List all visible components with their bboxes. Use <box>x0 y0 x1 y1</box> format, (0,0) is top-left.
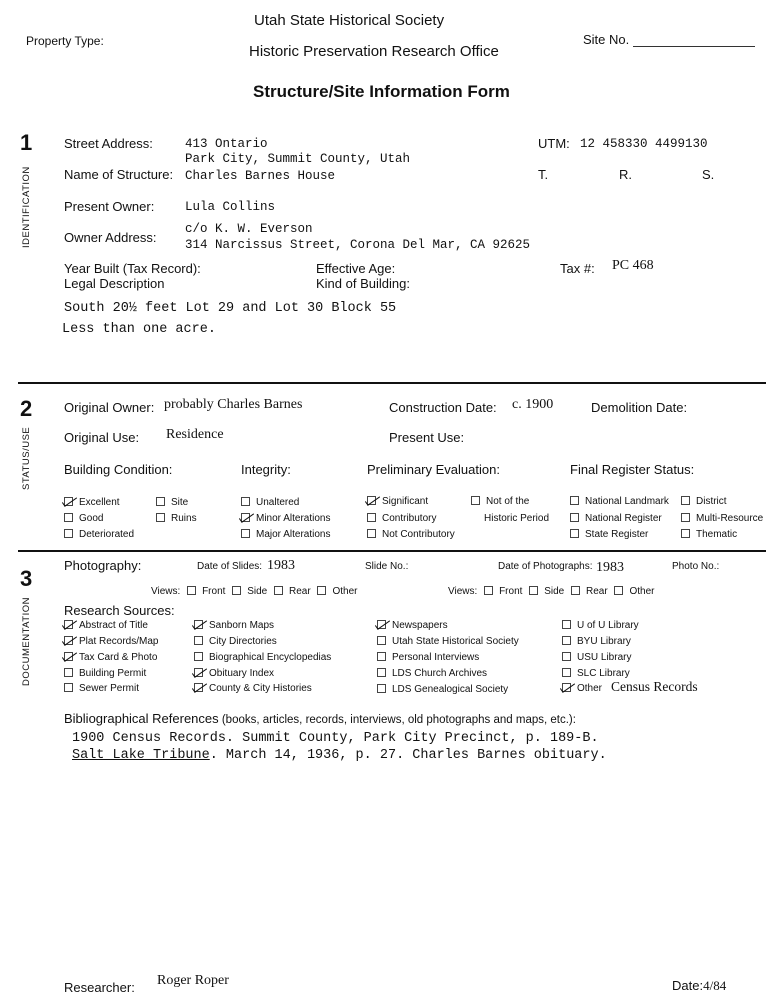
checkbox-checked-icon <box>194 683 203 692</box>
cb-slc-library[interactable]: SLC Library <box>562 668 630 679</box>
cb-excellent[interactable]: Excellent <box>64 497 120 508</box>
section-1-number: 1 <box>20 130 33 155</box>
final-register-status-label: Final Register Status: <box>570 462 695 477</box>
cb-personal-interviews[interactable]: Personal Interviews <box>377 652 479 663</box>
checkbox-checked-icon <box>64 620 73 629</box>
legal-description-label: Legal Description <box>64 276 165 291</box>
checkbox-checked-icon <box>194 668 203 677</box>
bibliography-line2: Salt Lake Tribune. March 14, 1936, p. 27. Charles Barnes obituary. <box>72 748 607 763</box>
utm-value: 12 458330 4499130 <box>580 137 708 151</box>
section-divider-2 <box>18 550 766 552</box>
street-address-line1: 413 Ontario <box>185 137 268 151</box>
date-of-photos-value: 1983 <box>596 560 624 575</box>
cb-utah-state-historical-society[interactable]: Utah State Historical Society <box>377 636 519 647</box>
construction-date-label: Construction Date: <box>389 400 497 415</box>
slide-views: Views: Front Side Rear Other <box>151 586 358 597</box>
cb-minor-alterations[interactable]: Minor Alterations <box>241 513 330 524</box>
cb-unaltered[interactable]: Unaltered <box>241 497 299 508</box>
original-use-value: Residence <box>166 427 224 442</box>
tax-number-label: Tax #: <box>560 261 595 276</box>
cb-tax-card[interactable]: Tax Card & Photo <box>64 652 157 663</box>
researcher-label: Researcher: <box>64 980 135 995</box>
effective-age-label: Effective Age: <box>316 261 396 276</box>
photo-view-front-checkbox[interactable] <box>484 586 493 595</box>
year-built-label: Year Built (Tax Record): <box>64 261 201 276</box>
cb-newspapers[interactable]: Newspapers <box>377 620 448 631</box>
street-address-label: Street Address: <box>64 136 153 151</box>
section-divider-1 <box>18 382 766 384</box>
cb-significant[interactable]: Significant <box>367 496 428 507</box>
slide-view-other-checkbox[interactable] <box>317 586 326 595</box>
other-source-value: Census Records <box>611 679 698 694</box>
cb-lds-genealogical-society[interactable]: LDS Genealogical Society <box>377 684 508 695</box>
researcher-value: Roger Roper <box>157 973 229 988</box>
present-use-label: Present Use: <box>389 430 465 445</box>
checkbox-checked-icon <box>64 652 73 661</box>
section-3-side-label: DOCUMENTATION <box>21 596 32 686</box>
original-use-label: Original Use: <box>64 430 140 445</box>
slide-view-rear-checkbox[interactable] <box>274 586 283 595</box>
checkbox-checked-icon <box>194 620 203 629</box>
section-label: S. <box>702 167 715 182</box>
photo-views: Views: Front Side Rear Other <box>448 586 655 597</box>
cb-building-permit[interactable]: Building Permit <box>64 668 146 679</box>
range-label: R. <box>619 167 632 182</box>
kind-of-building-label: Kind of Building: <box>316 276 410 291</box>
research-sources-label: Research Sources: <box>64 603 175 618</box>
cb-sanborn-maps[interactable]: Sanborn Maps <box>194 620 274 631</box>
date-of-slides-value: 1983 <box>267 558 295 573</box>
cb-city-directories[interactable]: City Directories <box>194 636 277 647</box>
cb-abstract-of-title[interactable]: Abstract of Title <box>64 620 148 631</box>
slide-view-front-checkbox[interactable] <box>187 586 196 595</box>
cb-biographical-encyclopedias[interactable]: Biographical Encyclopedias <box>194 652 331 663</box>
cb-deteriorated[interactable]: Deteriorated <box>64 529 134 540</box>
slide-no-label: Slide No.: <box>365 561 409 572</box>
bibliographical-references-label: Bibliographical References (books, articles, records, interviews, old photographs and maps, etc.): <box>64 711 576 726</box>
photo-view-side-checkbox[interactable] <box>529 586 538 595</box>
date-field: Date:4/84 <box>672 978 727 993</box>
photo-view-other-checkbox[interactable] <box>614 586 623 595</box>
date-of-photos-label: Date of Photographs: <box>498 561 593 572</box>
original-owner-label: Original Owner: <box>64 400 155 415</box>
section-2-side-label: STATUS/USE <box>21 426 32 490</box>
date-value: 4/84 <box>703 978 727 993</box>
construction-date-value: c. 1900 <box>512 397 554 412</box>
section-2-number: 2 <box>20 396 33 421</box>
photography-label: Photography: <box>64 558 142 573</box>
structure-name-value: Charles Barnes House <box>185 169 336 183</box>
photo-no-label: Photo No.: <box>672 561 720 572</box>
cb-major-alterations[interactable]: Major Alterations <box>241 529 330 540</box>
cb-thematic[interactable]: Thematic <box>681 529 737 540</box>
cb-contributory[interactable]: Contributory <box>367 513 436 524</box>
owner-address-label: Owner Address: <box>64 230 157 245</box>
slide-view-side-checkbox[interactable] <box>232 586 241 595</box>
cb-site[interactable]: Site <box>156 497 188 508</box>
cb-ruins[interactable]: Ruins <box>156 513 197 524</box>
cb-byu-library[interactable]: BYU Library <box>562 636 631 647</box>
site-no-label: Site No. <box>583 32 755 47</box>
cb-sewer-permit[interactable]: Sewer Permit <box>64 683 139 694</box>
section-1-side-label: IDENTIFICATION <box>21 166 32 248</box>
cb-not-historic[interactable]: Not of the <box>471 496 529 507</box>
date-of-slides-label: Date of Slides: <box>197 561 263 572</box>
section-3-number: 3 <box>20 566 33 591</box>
checkbox-checked-icon <box>367 496 376 505</box>
owner-address-line1: c/o K. W. Everson <box>185 222 313 236</box>
cb-state-register[interactable]: State Register <box>570 529 648 540</box>
cb-not-contributory[interactable]: Not Contributory <box>367 529 455 540</box>
site-no-line <box>633 46 755 47</box>
cb-u-of-u-library[interactable]: U of U Library <box>562 620 639 631</box>
utm-label: UTM: <box>538 136 570 151</box>
cb-national-landmark[interactable]: National Landmark <box>570 496 669 507</box>
tax-number-value: PC 468 <box>612 258 654 273</box>
owner-address-line2: 314 Narcissus Street, Corona Del Mar, CA 92625 <box>185 238 531 252</box>
cb-obituary-index[interactable]: Obituary Index <box>194 668 274 679</box>
original-owner-value: probably Charles Barnes <box>164 397 303 412</box>
preliminary-evaluation-label: Preliminary Evaluation: <box>367 462 500 477</box>
checkbox-checked-icon <box>64 497 73 506</box>
property-type-label: Property Type: <box>26 34 104 48</box>
legal-description-line1: South 20½ feet Lot 29 and Lot 30 Block 55 <box>64 301 397 316</box>
building-condition-label: Building Condition: <box>64 462 173 477</box>
bibliography-line1: 1900 Census Records. Summit County, Park City Precinct, p. 189-B. <box>72 731 599 746</box>
cb-district[interactable]: District <box>681 496 727 507</box>
checkbox-checked-icon <box>377 620 386 629</box>
not-historic-line2: Historic Period <box>484 513 550 524</box>
integrity-label: Integrity: <box>241 462 291 477</box>
org-name: Utah State Historical Society <box>254 12 445 29</box>
legal-description-line2: Less than one acre. <box>62 322 216 337</box>
cb-good[interactable]: Good <box>64 513 103 524</box>
cb-other-source[interactable]: Other <box>562 683 602 694</box>
office-name: Historic Preservation Research Office <box>249 43 499 60</box>
cb-county-city-histories[interactable]: County & City Histories <box>194 683 312 694</box>
cb-usu-library[interactable]: USU Library <box>562 652 631 663</box>
demolition-date-label: Demolition Date: <box>591 400 688 415</box>
cb-multi-resource[interactable]: Multi-Resource <box>681 513 763 524</box>
checkbox-checked-icon <box>562 683 571 692</box>
photo-view-rear-checkbox[interactable] <box>571 586 580 595</box>
present-owner-value: Lula Collins <box>185 200 276 214</box>
cb-national-register[interactable]: National Register <box>570 513 662 524</box>
township-label: T. <box>538 167 549 182</box>
street-address-line2: Park City, Summit County, Utah <box>185 152 411 166</box>
structure-name-label: Name of Structure: <box>64 167 174 182</box>
form-title: Structure/Site Information Form <box>253 82 510 101</box>
checkbox-checked-icon <box>241 513 250 522</box>
checkbox-checked-icon <box>64 636 73 645</box>
cb-plat-records[interactable]: Plat Records/Map <box>64 636 158 647</box>
present-owner-label: Present Owner: <box>64 199 155 214</box>
cb-lds-church-archives[interactable]: LDS Church Archives <box>377 668 487 679</box>
